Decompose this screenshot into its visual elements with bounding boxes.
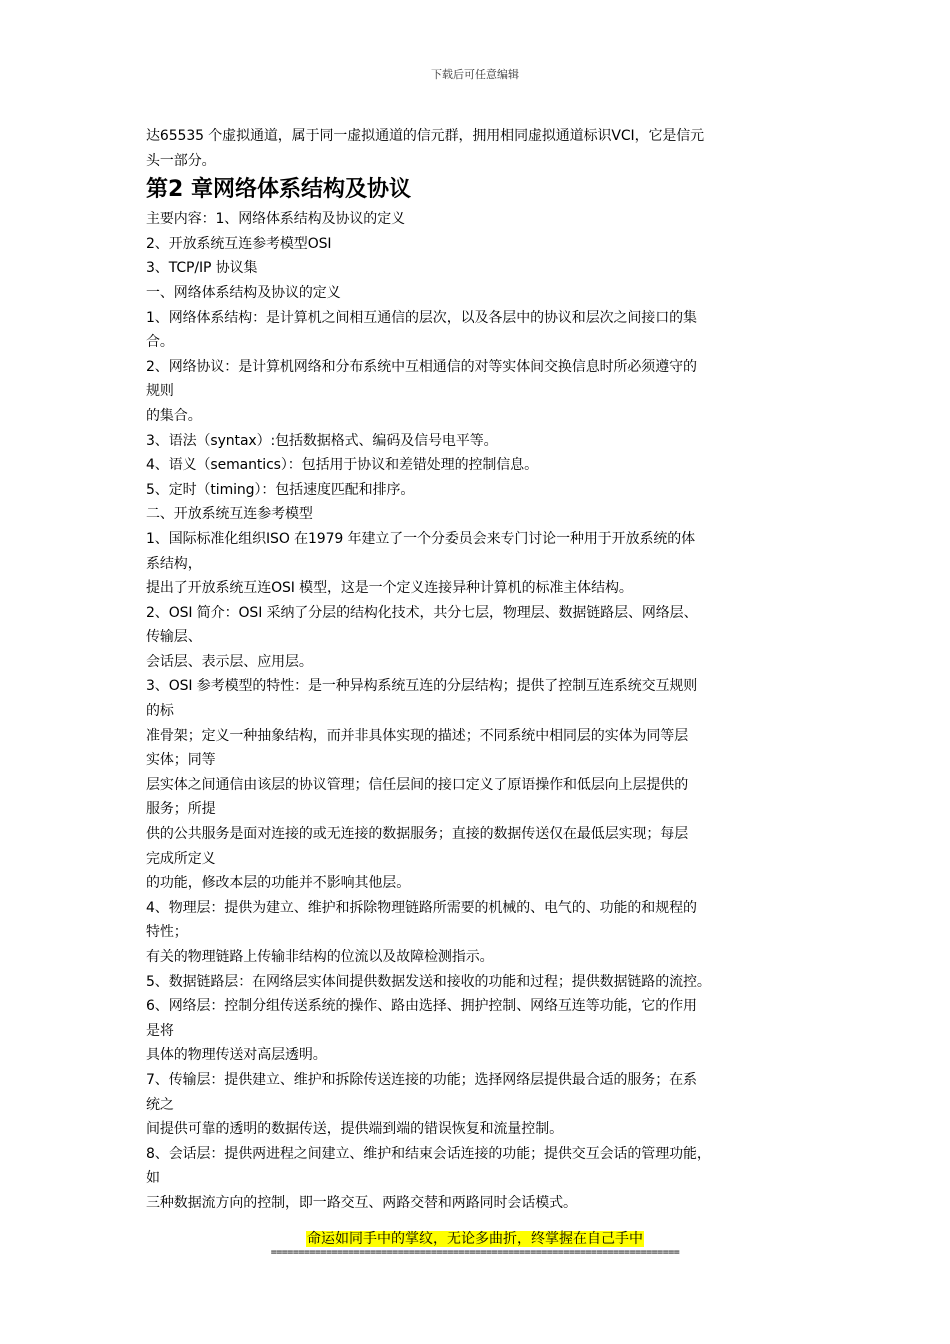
body-line: 4、语义（semantics）：包括用于协议和差错处理的控制信息。 bbox=[146, 457, 538, 474]
body-line: 1、网络体系结构：是计算机之间相互通信的层次，以及各层中的协议和层次之间接口的集 bbox=[146, 309, 697, 326]
body-line: 系结构， bbox=[146, 555, 202, 572]
body-line: 一、网络体系结构及协议的定义 bbox=[146, 284, 341, 301]
body-line: 的标 bbox=[146, 703, 174, 720]
body-line: 供的公共服务是面对连接的或无连接的数据服务；直接的数据传送仅在最低层实现；每层 bbox=[146, 826, 689, 843]
body-line: 7、传输层：提供建立、维护和拆除传送连接的功能；选择网络层提供最合适的服务；在系 bbox=[146, 1071, 697, 1088]
footer-motto-text: 命运如同手中的掌纹，无论多曲折，终掌握在自己手中 bbox=[307, 1231, 643, 1247]
body-line: 2、OSI 简介：OSI 采纳了分层的结构化技术，共分七层，物理层、数据链路层、网络层、 bbox=[146, 604, 698, 621]
body-line: 完成所定义 bbox=[146, 850, 216, 867]
body-line: 1、国际标准化组织ISO 在1979 年建立了一个分委员会来专门讨论一种用于开放系统的体 bbox=[146, 530, 696, 547]
document-body bbox=[146, 124, 836, 1216]
body-line: 2、网络协议：是计算机网络和分布系统中互相通信的对等实体间交换信息时所必须遵守的 bbox=[146, 358, 697, 375]
body-line: 4、物理层：提供为建立、维护和拆除物理链路所需要的机械的、电气的、功能的和规程的 bbox=[146, 899, 697, 916]
body-line: 规则 bbox=[146, 383, 174, 400]
body-line: 间提供可靠的透明的数据传送，提供端到端的错误恢复和流量控制。 bbox=[146, 1121, 563, 1138]
chapter-heading: 第2 章网络体系结构及协议 bbox=[146, 177, 411, 203]
body-line: 的功能，修改本层的功能并不影响其他层。 bbox=[146, 875, 411, 892]
page-header: 下载后可任意编辑 bbox=[431, 68, 519, 81]
body-line: 头一部分。 bbox=[146, 152, 216, 169]
body-line: 3、语法（syntax）:包括数据格式、编码及信号电平等。 bbox=[146, 432, 498, 449]
body-line: 是将 bbox=[146, 1022, 174, 1039]
footer-rule: ========================================================================== bbox=[270, 1247, 680, 1258]
body-line: 会话层、表示层、应用层。 bbox=[146, 653, 313, 670]
body-line: 具体的物理传送对高层透明。 bbox=[146, 1047, 327, 1064]
body-line: 8、会话层：提供两进程之间建立、维护和结束会话连接的功能；提供交互会话的管理功能， bbox=[146, 1145, 711, 1162]
body-line: 有关的物理链路上传输非结构的位流以及故障检测指示。 bbox=[146, 949, 494, 965]
footer-motto bbox=[0, 1228, 950, 1248]
body-line: 统之 bbox=[146, 1096, 174, 1113]
body-line: 的集合。 bbox=[146, 407, 202, 424]
body-line: 服务；所提 bbox=[146, 801, 216, 818]
body-line: 层实体之间通信由该层的协议管理；信任层间的接口定义了原语操作和低层向上层提供的 bbox=[146, 776, 689, 793]
body-line: 合。 bbox=[146, 334, 174, 351]
body-line: 5、数据链路层：在网络层实体间提供数据发送和接收的功能和过程；提供数据链路的流控。 bbox=[146, 973, 711, 990]
body-line: 二、开放系统互连参考模型 bbox=[146, 506, 313, 523]
body-line: 主要内容：1、网络体系结构及协议的定义 bbox=[146, 211, 406, 228]
body-line: 提出了开放系统互连OSI 模型，这是一个定义连接异种计算机的标准主体结构。 bbox=[146, 580, 633, 597]
body-line: 3、TCP/IP 协议集 bbox=[146, 260, 258, 277]
body-line: 3、OSI 参考模型的特性：是一种异构系统互连的分层结构；提供了控制互连系统交互规则 bbox=[146, 678, 698, 695]
body-line: 2、开放系统互连参考模型OSI bbox=[146, 235, 332, 252]
body-line: 三种数据流方向的控制，即一路交互、两路交替和两路同时会话模式。 bbox=[146, 1194, 577, 1211]
body-line: 实体；同等 bbox=[146, 752, 216, 769]
body-line: 传输层、 bbox=[146, 629, 202, 646]
body-line: 5、定时（timing）：包括速度匹配和排序。 bbox=[146, 481, 415, 498]
body-line: 特性； bbox=[146, 924, 188, 941]
body-line: 准骨架；定义一种抽象结构，而并非具体实现的描述；不同系统中相同层的实体为同等层 bbox=[146, 727, 689, 744]
body-line: 6、网络层：控制分组传送系统的操作、路由选择、拥护控制、网络互连等功能，它的作用 bbox=[146, 998, 697, 1015]
body-line: 达65535 个虚拟通道，属于同一虚拟通道的信元群，拥用相同虚拟通道标识VCI，它是信元 bbox=[146, 128, 705, 144]
body-line: 如 bbox=[146, 1170, 160, 1187]
